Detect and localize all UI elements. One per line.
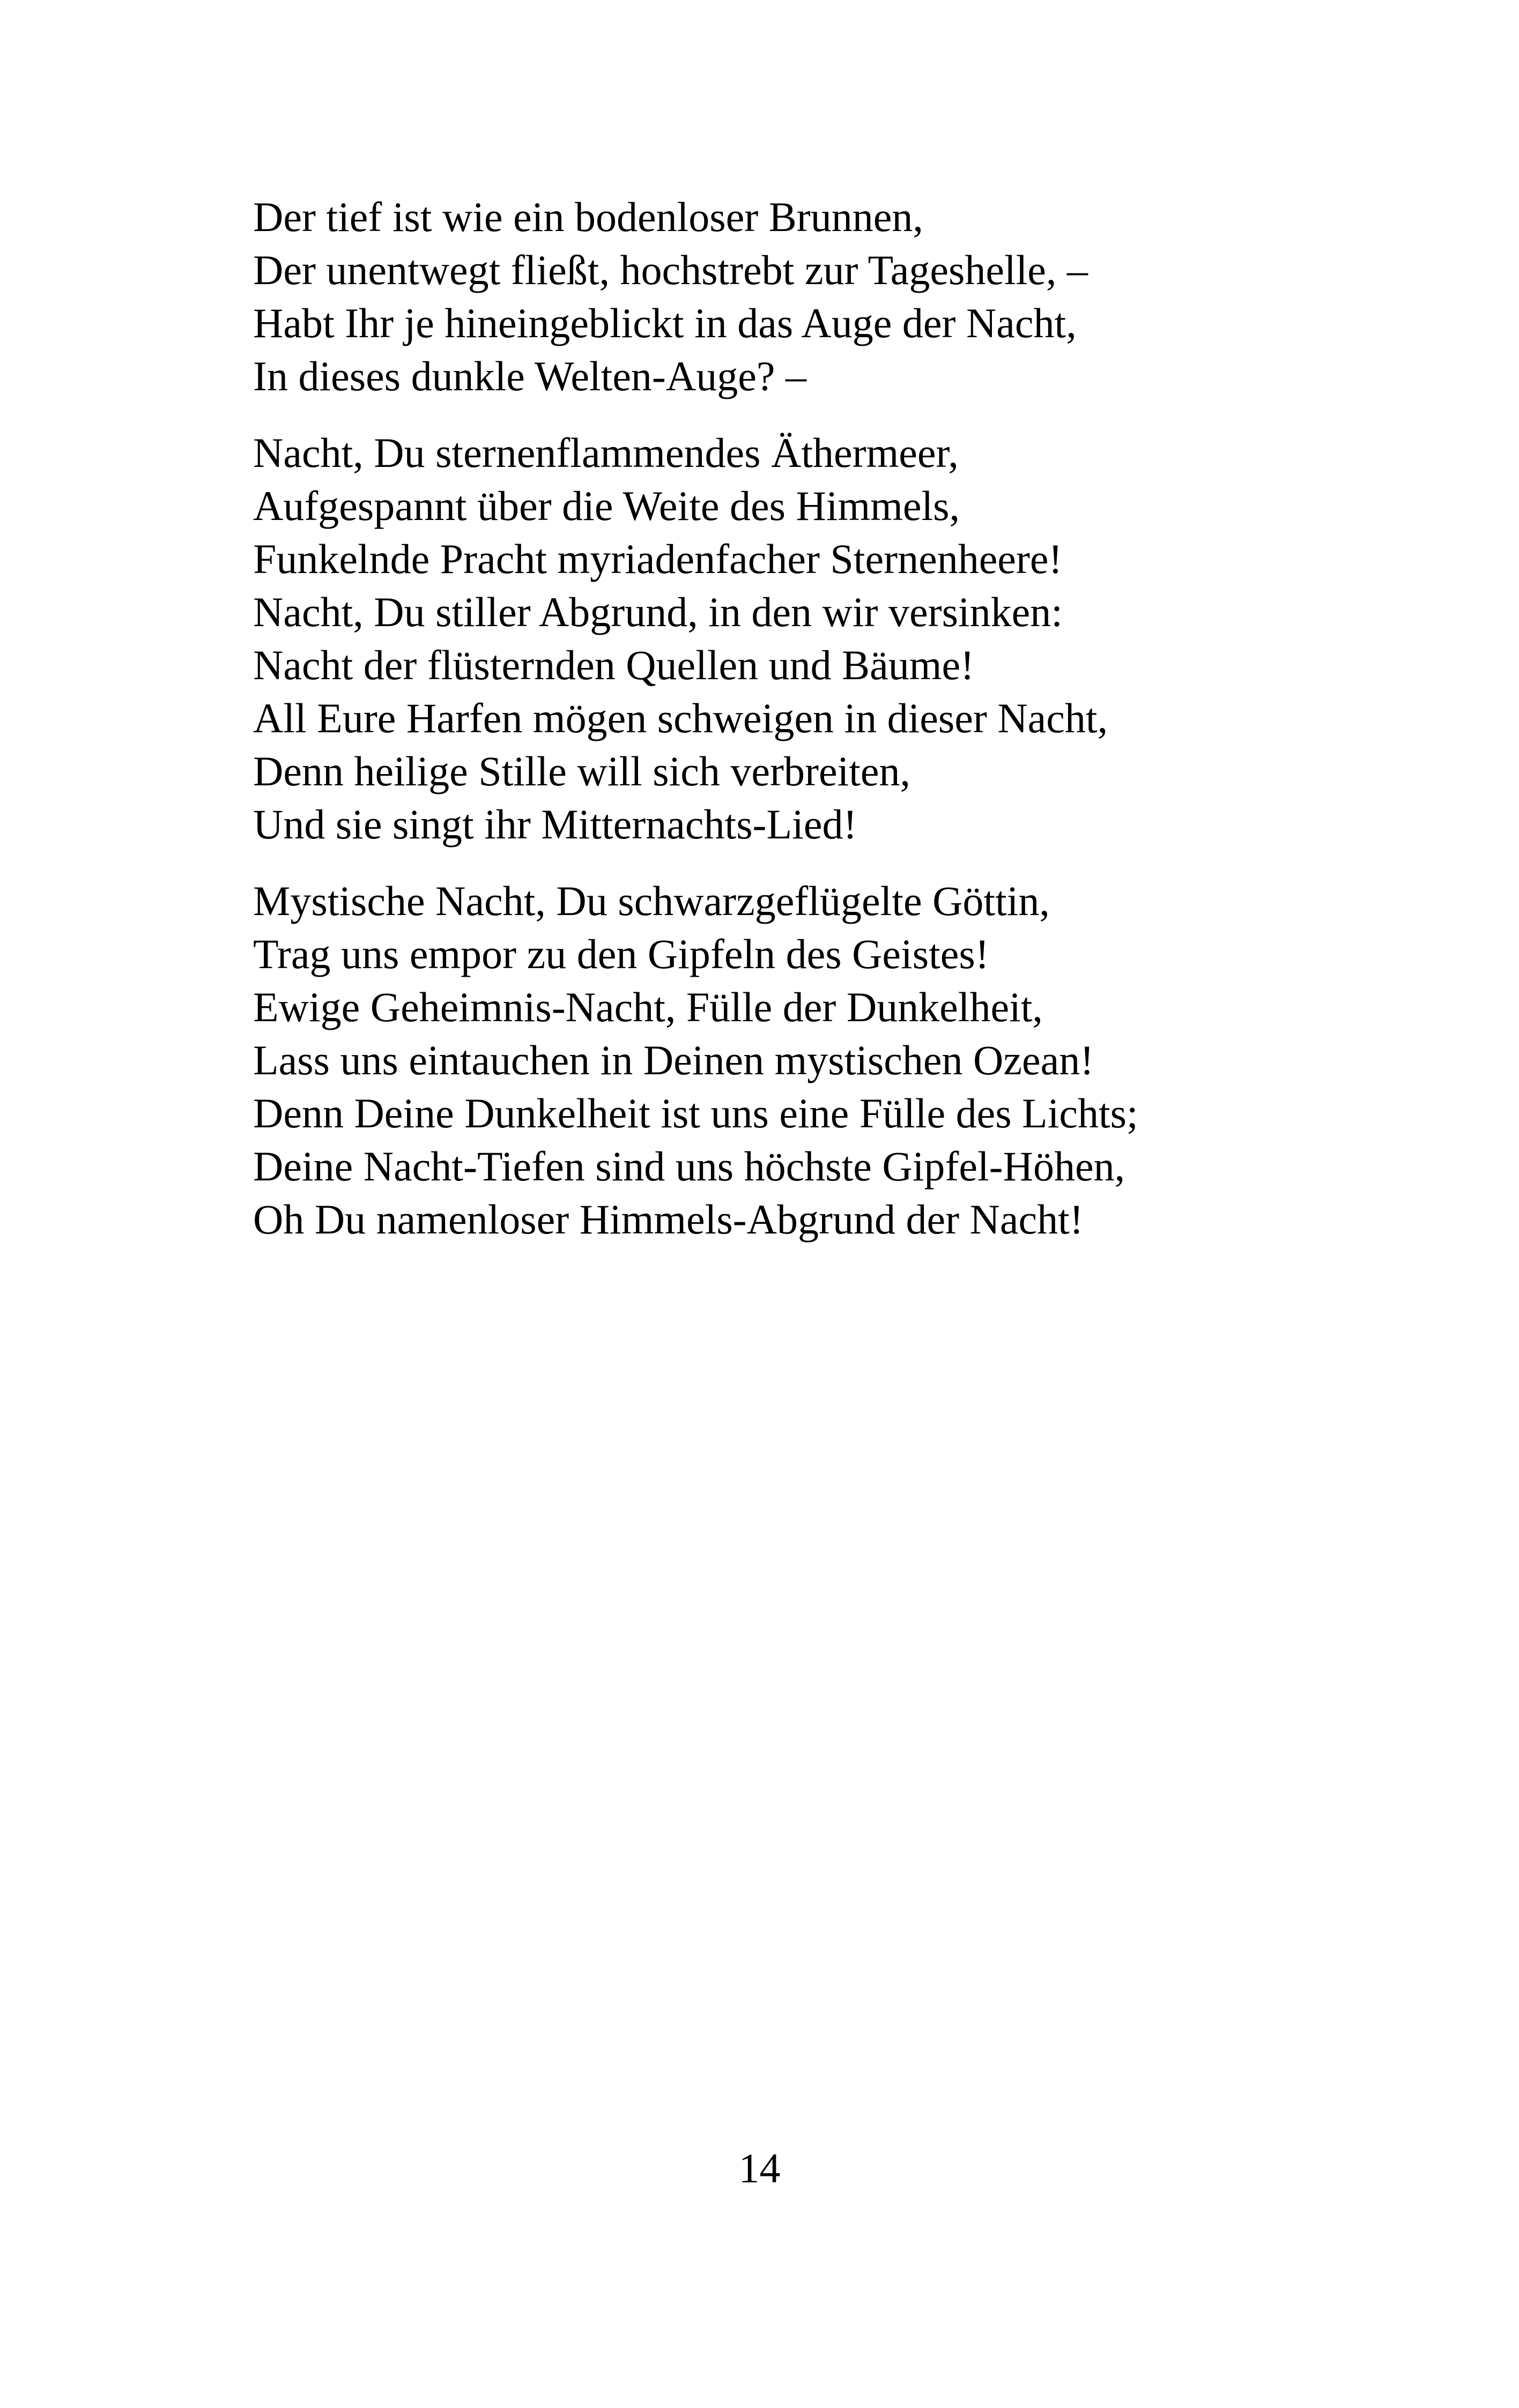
poem-line: Nacht, Du sternenflammendes Äthermeer, (253, 429, 959, 476)
poem-line: Denn Deine Dunkelheit ist uns eine Fülle des Lichts; (253, 1090, 1138, 1136)
poem-line: Mystische Nacht, Du schwarzgeflügelte Göttin, (253, 878, 1050, 924)
poem-line: Nacht, Du stiller Abgrund, in den wir versinken: (253, 589, 1063, 635)
poem-line: Nacht der flüsternden Quellen und Bäume! (253, 642, 975, 688)
poem-line: Funkelnde Pracht myriadenfacher Sternenheere! (253, 536, 1063, 582)
stanza-1 (253, 190, 1379, 403)
stanza-2 (253, 426, 1379, 851)
poem-line: Oh Du namenloser Himmels-Abgrund der Nacht! (253, 1196, 1084, 1243)
poem-line: Der tief ist wie ein bodenloser Brunnen, (253, 194, 923, 240)
poem-line: Trag uns empor zu den Gipfeln des Geistes! (253, 931, 989, 977)
poem-line: Habt Ihr je hineingeblickt in das Auge der Nacht, (253, 300, 1077, 346)
poem-line: In dieses dunkle Welten-Auge? – (253, 353, 806, 399)
poem-line: Deine Nacht-Tiefen sind uns höchste Gipfel-Höhen, (253, 1143, 1125, 1190)
poem-line: Denn heilige Stille will sich verbreiten, (253, 748, 911, 794)
poem-line: All Eure Harfen mögen schweigen in dieser Nacht, (253, 695, 1108, 741)
poem-line: Ewige Geheimnis-Nacht, Fülle der Dunkelheit, (253, 984, 1043, 1030)
poem-line: Aufgespannt über die Weite des Himmels, (253, 482, 960, 529)
poem-line: Lass uns eintauchen in Deinen mystischen Ozean! (253, 1037, 1094, 1083)
poem-line: Der unentwegt fließt, hochstrebt zur Tageshelle, – (253, 247, 1088, 293)
poem-line: Und sie singt ihr Mitternachts-Lied! (253, 801, 857, 848)
stanza-3 (253, 874, 1379, 1246)
poem-text (253, 190, 1379, 1269)
page-number: 14 (738, 2145, 781, 2191)
